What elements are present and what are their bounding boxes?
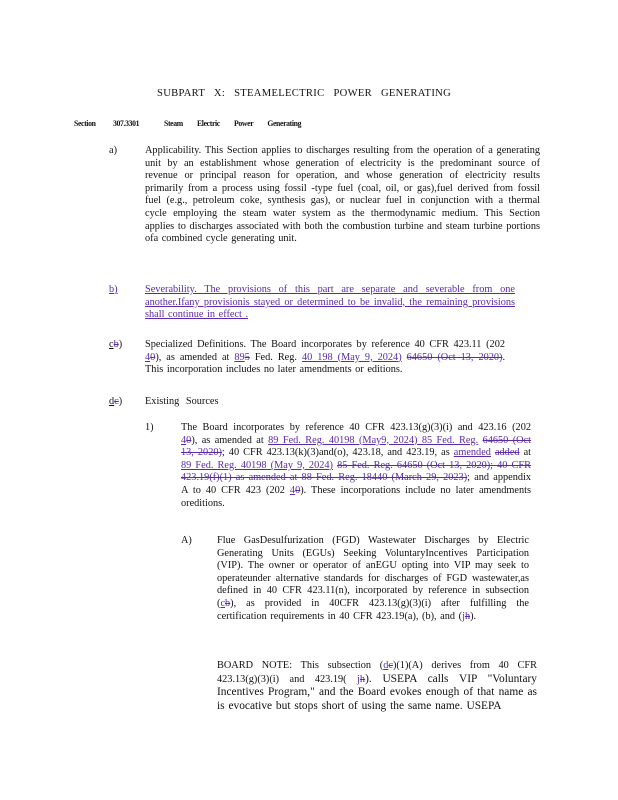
subsection-c-text xyxy=(145,339,505,377)
subsection-d-title: Existing Sources xyxy=(145,396,219,407)
text-run: ). xyxy=(470,610,477,622)
deletion: 64650 (Oct 13, 2020) xyxy=(406,351,503,363)
label-delete: b xyxy=(113,339,119,350)
label-delete: c xyxy=(114,396,119,407)
text-run: ), as amended at xyxy=(191,434,264,446)
insertion: j xyxy=(357,673,360,685)
insertion: c xyxy=(220,597,226,609)
subsection-a-text: Applicability. This Section applies to discharges resulting from the operation of a generating unit by an establishment whose generation of electricity is the predominant source of revenue or principal reason for operation, and whose generation of electricity results primarily from a process using fossil -type fuel (coal, oil, or gas),fuel derived from fossil fuel (e.g., petroleum coke, synthesis gas), or nuclear fuel in conjunction with a thermal cycle employing the steam water system as the thermodynamic medium. This Section applies to discharges associated with both the combustion turbine and steam turbine portions ofa combined cycle generating unit. xyxy=(145,145,540,245)
text-run: ; and appendix A to 40 CFR 423 (202 xyxy=(181,472,531,496)
insertion: 89 Fed. Reg. 40198 (May9, 2024) 85 Fed. Reg. xyxy=(268,434,479,446)
page-heading: SUBPART X: STEAMELECTRIC POWER GENERATING xyxy=(157,88,452,99)
deletion: c xyxy=(388,660,393,671)
subsection-b-label: b) xyxy=(109,284,118,295)
deletion: 64650 (Oct 13, 2020) xyxy=(181,434,532,459)
deletion: b xyxy=(225,597,231,609)
insertion: d xyxy=(383,660,389,671)
text-run: BOARD NOTE: This subsection ( xyxy=(217,660,384,671)
subsection-c-label xyxy=(109,339,122,350)
deletion: 0 xyxy=(186,434,192,446)
text-run: ), as amended at xyxy=(155,351,230,363)
text-run: )(1)(A) derives from 40 CFR 423.13(g)(3)(i) and 423.19( xyxy=(217,660,537,685)
text-run: ), as provided in 40CFR 423.13(g)(3)(i) after fulfilling the certification requirements in 40 CFR 423.19(a), (b), and ( xyxy=(217,597,529,622)
deletion: h xyxy=(464,610,471,622)
label-insert: c xyxy=(109,339,114,350)
text-run: at xyxy=(523,447,532,459)
text-run: ). These incorporations include no later amendments oreditions. xyxy=(181,484,532,509)
subsection-d1A-text xyxy=(217,535,529,623)
subsection-d1-text xyxy=(181,422,531,510)
insertion: 4 xyxy=(289,484,296,496)
board-note xyxy=(217,660,537,713)
subsection-d1A-label: A) xyxy=(181,535,192,546)
label-paren: ) xyxy=(118,396,123,407)
text-run: ; 40 CFR 423.13(k)(3)and(o), 423.18, and 423.19, as xyxy=(221,447,450,459)
text-run: Fed. Reg. xyxy=(254,351,297,363)
deletion: 0 xyxy=(150,351,156,363)
insertion: 4 xyxy=(181,434,187,446)
subsection-d1-label: 1) xyxy=(145,422,154,433)
text-run: ). USEPA calls VIP "Voluntary Incentives Program," and the Board evokes enough of that name as is evocative but stops short of using the same name. USEPA xyxy=(217,672,538,712)
label-paren: ) xyxy=(118,339,123,350)
insertion: 4 xyxy=(145,351,151,363)
deletion: added xyxy=(494,447,520,459)
text-run: . This incorporation includes no later amendments or editions. xyxy=(145,351,506,376)
subsection-b-text: Severability. The provisions of this part are separate and severable from one another.Ifany provisionis stayed or determined to be invalid, the remaining provisions shall continue in effect . xyxy=(145,284,515,321)
insertion: amended xyxy=(453,447,491,459)
deletion: 85 Fed. Reg. 64650 (Oct 13, 2020); 40 CFR 423.19(f)(1) as amended at 88 Fed. Reg. 18440 (March 29, 2023) xyxy=(181,459,532,484)
section-title: Steam Electric Power Generating xyxy=(164,118,302,128)
section-label: Section xyxy=(74,118,96,128)
text-run: Specialized Definitions. The Board incorporates by reference 40 CFR 423.11 (202 xyxy=(145,339,505,350)
insertion: 89 Fed. Reg. 40198 (May 9, 2024) xyxy=(181,459,333,471)
deletion: h xyxy=(359,673,366,685)
text-run: The Board incorporates by reference 40 CFR 423.13(g)(3)(i) and 423.16 (202 xyxy=(181,422,531,433)
subsection-a-label: a) xyxy=(109,145,117,156)
subsection-d-label xyxy=(109,396,122,407)
deletion: 5 xyxy=(244,351,250,363)
label-insert: d xyxy=(109,396,115,407)
section-number: 307.3301 xyxy=(113,118,140,128)
text-run: Flue GasDesulfurization (FGD) Wastewater Discharges by Electric Generating Units (EGUs) Seeking VoluntaryIncentives Participation (VIP). The owner or operator of anEGU opting into VIP may seek to operateunder alternative standards for discharges of FGD wastewater,as defined in 40 CFR 423.11(n), incorporated by reference in subsection ( xyxy=(217,535,529,609)
insertion: 40 198 (May 9, 2024) xyxy=(301,351,402,363)
insertion: j xyxy=(462,610,465,622)
deletion: 0 xyxy=(295,484,301,496)
insertion: 89 xyxy=(234,351,245,363)
